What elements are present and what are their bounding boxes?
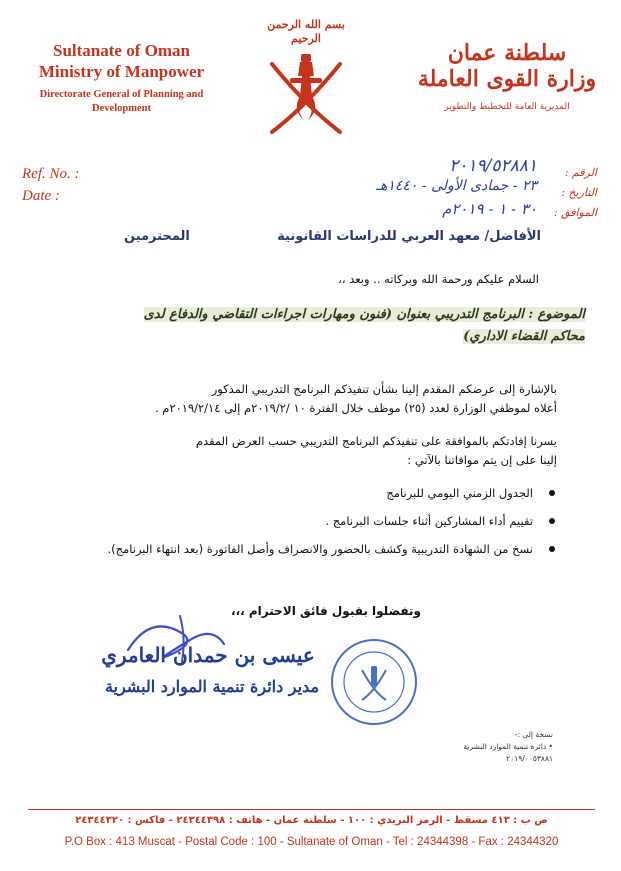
letterhead-country-ar: سلطنة عمان (447, 40, 567, 66)
paragraph-1-line-1: بالإشارة إلى عرضكم المقدم إلينا بشأن تنفيذكم البرنامج التدريبي المذكور (211, 382, 557, 396)
official-stamp-icon (328, 636, 420, 728)
corresp-label-ar: الموافق : (553, 206, 597, 219)
date-label-ar: التاريخ : (561, 186, 597, 199)
copy-to-item: • دائرة تنمية الموارد البشرية (463, 742, 553, 751)
signatory-name: عيسى بن حمدان العامري (101, 643, 315, 667)
letterhead-directorate-2: Development (92, 103, 151, 114)
ref-label: Ref. No. : (22, 166, 80, 182)
khanjar-swords-icon (260, 46, 352, 146)
oman-emblem (260, 18, 352, 136)
list-item: نسخ من الشهادة التدريبية وكشف بالحضور والانصراف وأصل الفاتورة (بعد انتهاء البرنامج). (85, 540, 555, 558)
date-hijri: ٢٣ - جمادى الأولى - ١٤٤٠هـ (375, 178, 537, 194)
list-item: تقييم أداء المشاركين أثناء جلسات البرنامج . (85, 512, 555, 530)
letterhead-ministry-ar: وزارة القوى العاملة (417, 66, 597, 92)
requirements-list (85, 484, 555, 568)
letterhead-english (14, 40, 229, 116)
date-gregorian: ٣٠ - ١ - ٢٠١٩م (442, 200, 537, 218)
closing: وتفضلوا بقبول فائق الاحترام ،،، (231, 604, 421, 618)
greeting: السلام عليكم ورحمة الله وبركاته .. وبعد ،، (338, 272, 539, 286)
copy-code: ٢٠١٩/٠٠٥٣٨٨١ (506, 754, 553, 763)
footer-english: P.O Box : 413 Muscat - Postal Code : 100 - Sultanate of Oman - Tel : 24344398 - Fax : 24344320 (64, 836, 559, 848)
honorific: المحترمين (124, 229, 190, 244)
addressee: الأفاضل/ معهد العربي للدراسات القانونية (277, 229, 541, 244)
subject-line-2: محاكم القضاء الاداري) (463, 329, 585, 344)
subject (65, 304, 585, 348)
letterhead-directorate-ar: المديرية العامة للتخطيط والتطوير (444, 102, 570, 112)
emblem-basmala: بسم الله الرحمن الرحيم (267, 18, 345, 45)
paragraph-2-line-2: إلينا على إن يتم موافاتنا بالآتي : (407, 453, 557, 467)
list-item: الجدول الزمني اليومي للبرنامج (85, 484, 555, 502)
ref-label-ar: الرقم : (564, 166, 597, 179)
paragraph-1-line-2: أعلاه لموظفي الوزارة لعدد (٢٥) موظف خلال الفترة ١٠ /٢٠١٩/٢م إلى ٢٠١٩/٢/١٤م . (154, 401, 557, 415)
copy-to-label: نسخة إلى :- (514, 730, 553, 739)
letterhead-directorate: Directorate General of Planning and (39, 89, 204, 100)
date-label: Date : (22, 188, 60, 204)
letterhead-ministry: Ministry of Manpower (38, 62, 205, 81)
letterhead-arabic (407, 40, 607, 114)
ref-number: ٢٠١٩/٥٢٨٨١ (449, 156, 537, 176)
letterhead-country: Sultanate of Oman (53, 41, 190, 60)
signatory-title: مدير دائرة تنمية الموارد البشرية (104, 677, 320, 696)
subject-line-1: الموضوع : البرنامج التدريبي بعنوان (فنون ومهارات اجراءات التقاضي والدفاع لدى (143, 307, 585, 322)
paragraph-2-line-1: يسرنا إفادتكم بالموافقة على تنفيذكم البرنامج التدريبي حسب العرض المقدم (195, 434, 557, 448)
footer-divider (28, 809, 595, 810)
footer-arabic: ص ب : ٤١٣ مسقط - الرمز البريدي : ١٠٠ - سلطنة عمان - هاتف : ٢٤٣٤٤٣٩٨ - فاكس : ٢٤٣٤٤٣٢٠ (75, 815, 548, 826)
